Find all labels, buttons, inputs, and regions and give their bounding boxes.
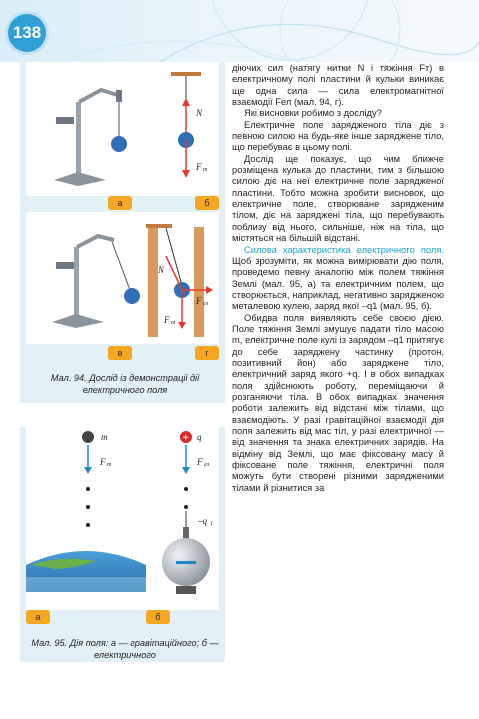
figure-94-vg-drawing (26, 212, 219, 344)
paragraph-5 (232, 245, 444, 313)
figure-94-top-panel (26, 62, 219, 196)
mass-ball (82, 431, 94, 443)
label-F-g-sub: т (171, 320, 176, 326)
paragraph-4: Дослід ще показує, що чим ближче розміщена кулька до пластини, тим з більшою силою діє на неї електричне поле зарядженої пластини. Тобто можна зробити висновок, що електричне поле, створюване зарядженим тілом, діє на заряджені тіла, що перебувають поблизу від нього, сильніше, ніж на тіла, що містяться на більшій відстані. (232, 153, 444, 244)
paragraph-6: Обидва поля виявляють себе своєю дією. Поле тяжіння Землі змушує падати тіло масою m, електричне поле кулі із зарядом –q1 притягує до себе заряджену частинку (протон, позитивний йон) або заряджене тіло, електричний заряд якого +q. І в обох випадках поля здійснюють роботу, переміщаючи й розганяючи тіла. В обох випадках значення роботи залежить від відстані між тілами, що взаємодіють. У разі гравітаційної взаємодії дія поля залежить від мас тіл, у разі електричної — від значення та знака електричних зарядів. На відміну від Землі, що має фіксовану масу й фіксоване поле тяжіння, електричні поля можуть бути створені різними зарядженими тілами й різнитися за (232, 312, 444, 493)
ceiling-b (171, 72, 201, 76)
figure-95-drawing-panel (26, 427, 219, 610)
header-decoration (0, 0, 479, 62)
label-F-b: F (196, 162, 202, 172)
ball-a (111, 136, 127, 152)
paragraph-1: діючих сил (натягу нитки N і тяжіння Fт) в електричному полі пластини й кульки виникає ще одна сила — сила електромагнітної взаємодії Fел (мал. 94, г). (232, 63, 444, 108)
label-Fel-g-sub: ел (203, 301, 209, 307)
figure-94-bottom-panel (26, 212, 219, 344)
label-F-95-sub: т (107, 462, 112, 468)
figure-95-drawing (26, 427, 219, 610)
plate-d (194, 227, 204, 337)
paragraph-5-body: Щоб зрозуміти, як можна вимірювати дію поля, проведемо певну аналогію між полем тяжіння Землі (мал. 95, а) та електричним полем, що створюється, наприклад, негативно зарядженою металевою кулею, заряд якої –q1 (мал. 95, б). (232, 255, 444, 312)
plate-c (148, 227, 158, 337)
figure-94-caption-text: Дослід із демонстрації дії електричного поля (82, 373, 200, 395)
ball-c (124, 288, 140, 304)
label-q1-sub: 1 (210, 521, 213, 527)
tag-95-a: а (26, 610, 50, 624)
figure-95-caption-text: Дія поля: а — гравітаційного; б — електричного (69, 638, 219, 660)
figure-95-caption-prefix: Мал. 95. (31, 638, 68, 648)
section-heading: Силова характеристика електричного поля. (244, 244, 444, 255)
label-N-g: N (158, 265, 165, 275)
stand-base (54, 172, 106, 186)
label-Fel-95-sub: ел (204, 462, 210, 468)
paragraph-3: Електричне поле зарядженого тіла діє з певною силою на будь-яке інше заряджене тіло, що перебуває в цьому полі. (232, 119, 444, 153)
figure-94-ab-drawing (26, 62, 219, 196)
tag-94-b: б (195, 196, 219, 210)
tag-94-g: г (195, 346, 219, 360)
label-F-b-sub: т (203, 167, 208, 173)
stand-clamp (56, 117, 74, 124)
tag-94-a: а (108, 196, 132, 210)
paragraph-2: Які висновки робимо з досліду? (244, 108, 382, 119)
label-F-g: F (164, 315, 170, 325)
stand-rod (76, 102, 81, 182)
label-q: q (197, 432, 202, 442)
page-header (0, 0, 479, 62)
tag-95-b: б (146, 610, 170, 624)
figure-94-caption-prefix: Мал. 94. (50, 373, 87, 383)
main-text-column (232, 63, 444, 494)
label-N-b: N (196, 108, 203, 118)
svg-text:+: + (182, 433, 190, 443)
label-Fel-95: F (197, 457, 203, 467)
tag-94-v: в (108, 346, 132, 360)
label-F-95: F (100, 457, 106, 467)
figure-94-caption (30, 373, 220, 396)
label-Fel-g: F (196, 296, 202, 306)
figure-95-caption (30, 638, 220, 661)
label-m: m (101, 432, 108, 442)
label-q1: –q (198, 516, 207, 526)
page-number-badge: 138 (8, 14, 46, 52)
